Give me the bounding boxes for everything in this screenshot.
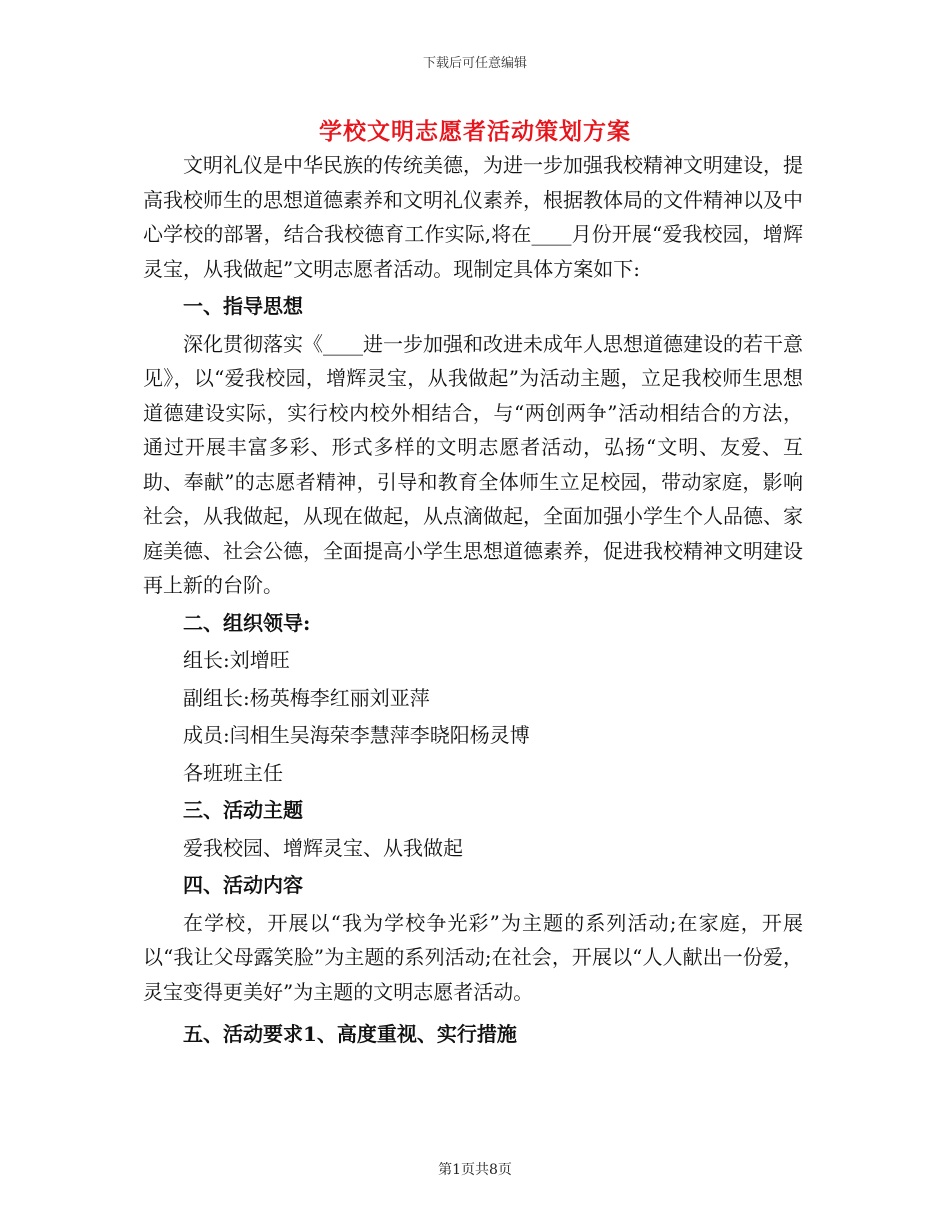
members-line: 成员:闫相生吴海荣李慧萍李晓阳杨灵博 xyxy=(183,723,530,747)
deputy-leader-line: 副组长:杨英梅李红丽刘亚萍 xyxy=(183,685,430,710)
document-title: 学校文明志愿者活动策划方案 xyxy=(319,118,631,145)
page-footer: 第1页共8页 xyxy=(438,1162,512,1178)
class-teachers-line: 各班班主任 xyxy=(183,760,283,785)
section-text-guiding: 深化贯彻落实《____进一步加强和改进未成年人思想道德建设的若干意见》，以“爱我校园，增辉灵宝，从我做起”为活动主题，立足我校师生思想道德建设实际，实行校内校外相结合，与“两创两争”活动相结合的方法，通过开展丰富多彩、形式多样的文明志愿者活动，弘扬“文明、友爱、互助、奉献”的志愿者精神，引导和教育全体师生立足校园，带动家庭，影响社会，从我做起，从现在做起，从点滴做起，全面加强小学生个人品德、家庭美德、社会公德，全面提高小学生思想道德素养，促进我校精神文明建设再上新的台阶。 xyxy=(143,331,803,597)
section-text-theme: 爱我校园、增辉灵宝、从我做起 xyxy=(183,835,463,860)
section-heading-theme: 三、活动主题 xyxy=(183,798,303,822)
section-heading-guiding: 一、指导思想 xyxy=(183,294,303,318)
leader-line: 组长:刘增旺 xyxy=(183,648,290,672)
page-header: 下载后可任意编辑 xyxy=(422,56,527,71)
section-heading-content: 四、活动内容 xyxy=(183,873,303,897)
section-heading-requirements: 五、活动要求1、高度重视、实行措施 xyxy=(183,1022,517,1046)
document-body xyxy=(143,148,803,1052)
intro-paragraph: 文明礼仪是中华民族的传统美德，为进一步加强我校精神文明建设，提高我校师生的思想道德素养和文明礼仪素养，根据教体局的文件精神以及中心学校的部署，结合我校德育工作实际,将在____月份开展“爱我校园，增辉灵宝，从我做起”文明志愿者活动。现制定具体方案如下: xyxy=(143,153,803,281)
section-text-content: 在学校，开展以“我为学校争光彩”为主题的系列活动;在家庭，开展以“我让父母露笑脸”为主题的系列活动;在社会，开展以“人人献出一份爱，灵宝变得更美好”为主题的文明志愿者活动。 xyxy=(143,910,803,1004)
section-heading-leadership: 二、组织领导: xyxy=(183,610,311,635)
